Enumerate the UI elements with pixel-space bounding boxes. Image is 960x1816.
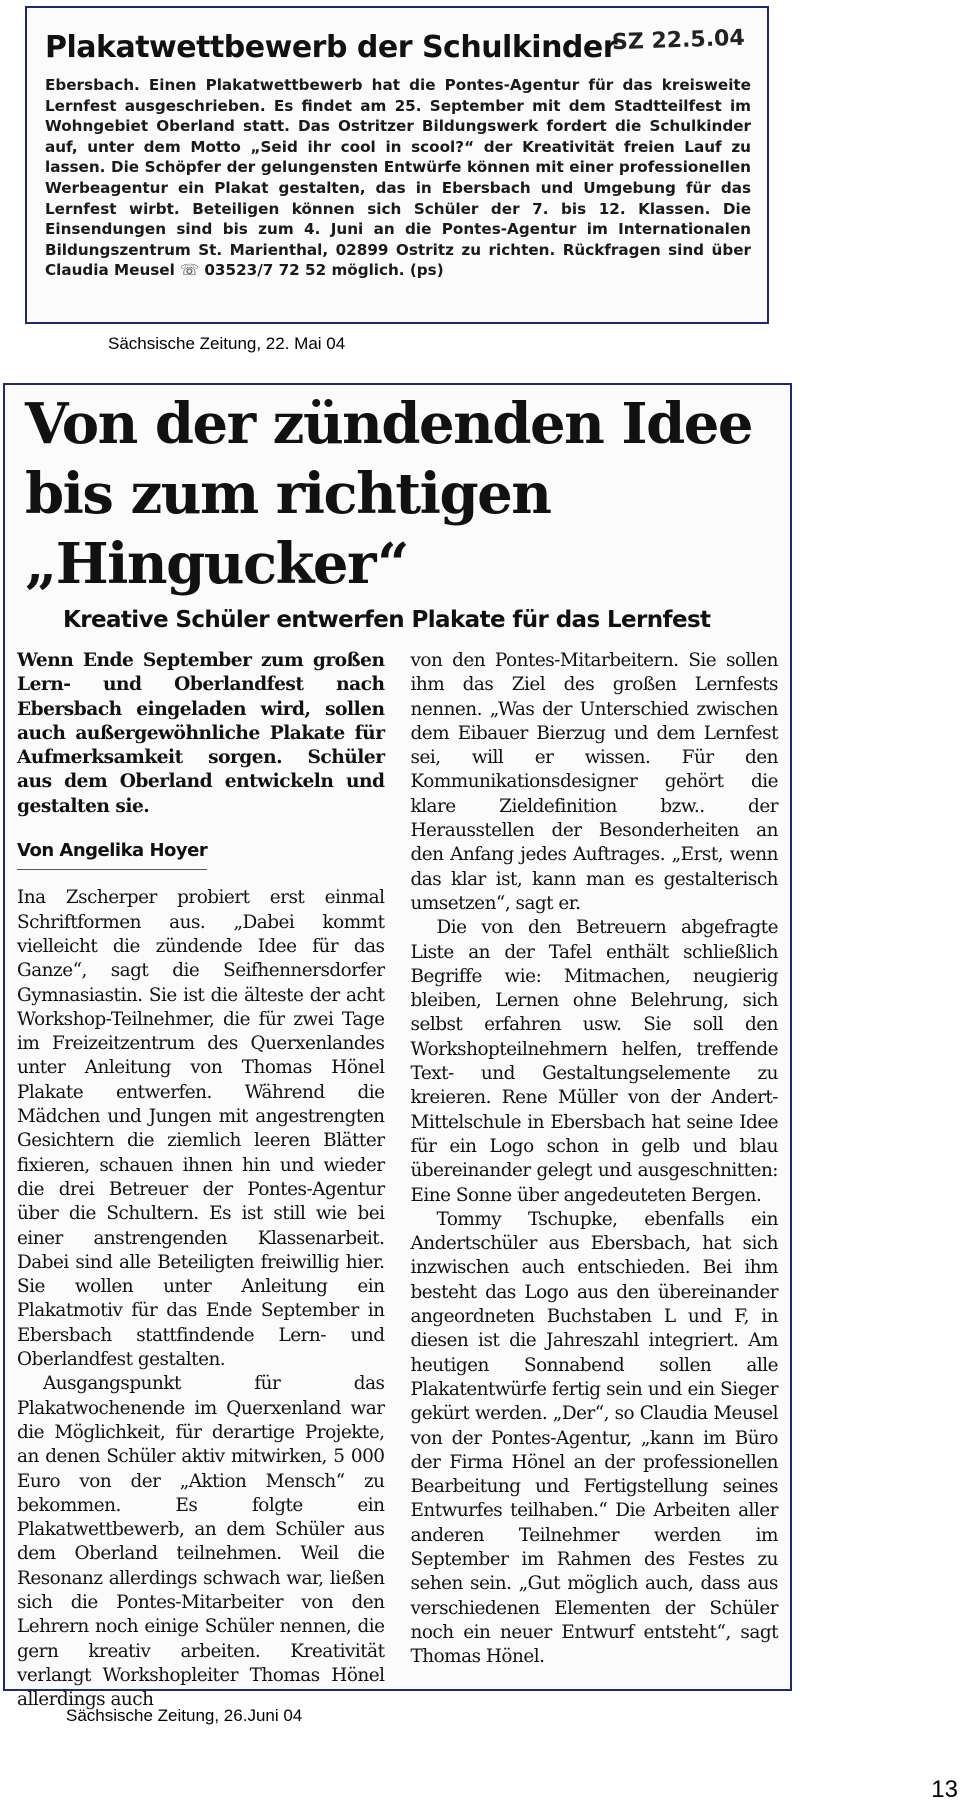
newspaper-clipping-2 bbox=[3, 383, 792, 1711]
handwritten-date-stamp: SZ 22.5.04 bbox=[611, 25, 746, 56]
article-columns bbox=[17, 649, 778, 1712]
clipping-2-caption: Sächsische Zeitung, 26.Juni 04 bbox=[66, 1706, 303, 1725]
clipping-1-title: Plakatwettbewerb der Schulkinder bbox=[45, 30, 618, 65]
page-number: 13 bbox=[931, 1776, 958, 1803]
article-paragraph: von den Pontes-Mitarbeitern. Sie sollen ihm das Ziel des großen Lernfests nennen. „Was der Unterschied zwischen dem Eibauer Bierzug und dem Lernfest sei, will er wissen. Für den Kommunikationsdesigner gehört die klare Zieldefinition bzw.. der Herausstellen der Besonderheiten an den Anfang jedes Auftrages. „Erst, wenn das klar ist, kann man es gestalterisch umsetzen“, sagt er. bbox=[410, 650, 778, 914]
clipping-2-headline: Von der zündenden Idee bis zum richtigen „Hingucker“ bbox=[25, 391, 752, 597]
article-paragraph: Die von den Betreuern abgefragte Liste an der Tafel enthält schließlich Begriffe wie: Mitmachen, neugierig bleiben, Lernen ohne Belehrung, sich selbst erfahren usw. Sie soll den Workshopteilnehmern helfen, treffende Text- und Gestaltungselemente zu kreieren. Rene Müller von der Andert-Mittelschule in Ebersbach hat seine Idee für ein Logo schon in gelb und blau übereinander gelegt und ausgeschnitten: Eine Sonne über angedeuteten Bergen. bbox=[410, 917, 778, 1206]
article-author: Von Angelika Hoyer bbox=[17, 839, 207, 870]
clipping-1-body: Ebersbach. Einen Plakatwettbewerb hat die Pontes-Agentur für das kreisweite Lernfest ausgeschrieben. Es findet am 25. September mit dem Stadtteilfest im Wohngebiet Oberland statt. Das Ostritzer Bildungswerk fordert die Schulkinder auf, unter dem Motto „Seid ihr cool in scool?“ der Kreativität freien Lauf zu lassen. Die Schöpfer der gelungensten Entwürfe können mit einer professionellen Werbeagentur ein Plakat gestalten, das in Ebersbach und Umgebung für das Lernfest wirbt. Beteiligen können sich Schüler der 7. bis 12. Klassen. Die Einsendungen sind bis zum 4. Juni an die Pontes-Agentur im Internationalen Bildungszentrum St. Marienthal, 02899 Ostritz zu richten. Rückfragen sind über Claudia Meusel ☏ 03523/7 72 52 möglich. (ps) bbox=[45, 76, 751, 280]
clipping-2-subheadline: Kreative Schüler entwerfen Plakate für das Lernfest bbox=[63, 607, 711, 633]
newspaper-clipping-1 bbox=[25, 6, 769, 324]
article-paragraph: Ausgangspunkt für das Plakatwochenende im Querxenland war die Möglichkeit, für derartige Projekte, an denen Schüler aktiv mitwirken, 5 000 Euro von der „Aktion Mensch“ zu bekommen. Es folgte ein Plakatwettbewerb, an dem Schüler aus dem Oberland teilnehmen. Weil die Resonanz allerdings schwach war, ließen sich die Pontes-Mitarbeiter von den Lehrern noch einige Schüler nennen, die gern kreativ arbeiten. Kreativität verlangt Workshopleiter Thomas Hönel allerdings auch bbox=[17, 1373, 385, 1711]
article-lead: Wenn Ende September zum großen Lern- und Oberlandfest nach Ebersbach eingeladen wird, sollen auch außergewöhnliche Plakate für Aufmerksamkeit sorgen. Schüler aus dem Oberland entwickeln und gestalten sie. bbox=[17, 650, 385, 817]
article-paragraph: Tommy Tschupke, ebenfalls ein Andertschüler aus Ebersbach, hat sich inzwischen auch entschieden. Bei ihm besteht das Logo aus den übereinander angeordneten Buchstaben L und F, in diesen ist die Jahreszahl integriert. Am heutigen Sonnabend sollen alle Plakatentwürfe fertig sein und ein Sieger gekürt werden. „Der“, so Claudia Meusel von der Pontes-Agentur, „kann im Büro der Firma Hönel an der professionellen Bearbeitung und Fertigstellung seines Entwurfes teilhaben.“ Die Arbeiten aller anderen Teilnehmer werden im September im Rahmen des Festes zu sehen sein. „Gut möglich auch, dass aus verschiedenen Elementen der Schüler noch ein neuer Entwurf entsteht“, sagt Thomas Hönel. bbox=[410, 1208, 778, 1668]
clipping-1-caption: Sächsische Zeitung, 22. Mai 04 bbox=[108, 334, 346, 353]
article-column-left bbox=[17, 649, 385, 1712]
article-column-right bbox=[411, 649, 779, 1712]
article-paragraph: Ina Zscherper probiert erst einmal Schriftformen aus. „Dabei kommt vielleicht die zündende Idee für das Ganze“, sagt die Seifhennersdorfer Gymnasiastin. Sie ist die älteste der acht Workshop-Teilnehmer, die für zwei Tage im Freizeitzentrum des Querxenlandes unter Anleitung von Thomas Hönel Plakate entwerfen. Während die Mädchen und Jungen mit angestrengten Gesichtern die ziemlich leeren Blätter fixieren, schauen ihnen hin und wieder die drei Betreuer der Pontes-Agentur über die Schultern. Es ist still wie bei einer anstrengenden Klassenarbeit. Dabei sind alle Beteiligten freiwillig hier. Sie wollen unter Anleitung ein Plakatmotiv für das Ende September in Ebersbach stattfindende Lern- und Oberlandfest gestalten. bbox=[17, 887, 385, 1371]
